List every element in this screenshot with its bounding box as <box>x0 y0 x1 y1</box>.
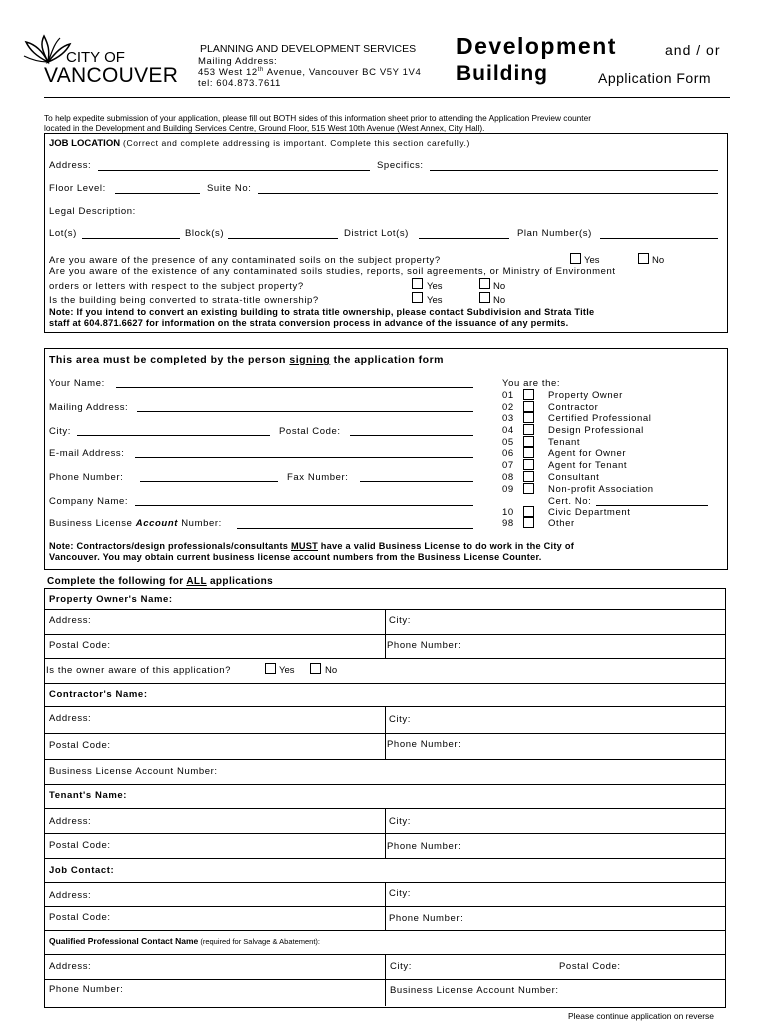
contractor-note-2: Vancouver. You may obtain current business license account numbers from the Business License Counter. <box>49 552 542 562</box>
logo-vancouver: VANCOUVER <box>44 64 179 87</box>
company-field[interactable] <box>135 505 473 506</box>
q2-no-label: No <box>493 281 506 292</box>
intro-line2: located in the Development and Building Services Centre, Ground Floor, 515 West 10th Avenue (West Annex, City Hall). <box>44 123 485 133</box>
header-rule <box>44 97 730 98</box>
q1-no-checkbox[interactable] <box>638 253 649 264</box>
blocks-field[interactable] <box>228 238 338 239</box>
lots-label: Lot(s) <box>49 228 77 239</box>
owner-city-label[interactable]: City: <box>389 615 411 626</box>
owner-aware-no-checkbox[interactable] <box>310 663 321 674</box>
floor-level-field[interactable] <box>115 193 200 194</box>
role-checkbox[interactable] <box>523 424 534 435</box>
role-code: 09 <box>502 484 514 495</box>
role-label: Agent for Tenant <box>548 460 628 471</box>
lots-field[interactable] <box>82 238 180 239</box>
owner-phone-label[interactable]: Phone Number: <box>387 640 462 651</box>
your-name-label: Your Name: <box>49 378 105 389</box>
suite-no-field[interactable] <box>258 193 718 194</box>
job-contact-postal-label[interactable]: Postal Code: <box>49 912 111 923</box>
business-license-field[interactable] <box>237 528 473 529</box>
mailing-address-field[interactable] <box>137 411 473 412</box>
role-code: 01 <box>502 390 514 401</box>
row-rule <box>44 683 726 684</box>
role-code: 03 <box>502 413 514 424</box>
role-checkbox[interactable] <box>523 401 534 412</box>
q3-no-label: No <box>493 295 506 306</box>
contaminated-soils-question: Are you aware of the presence of any contaminated soils on the subject property? <box>49 255 441 266</box>
signer-box <box>44 348 728 570</box>
soil-studies-question-1: Are you aware of the existence of any contaminated soils studies, reports, soil agreements, or Ministry of Environment <box>49 266 616 277</box>
job-contact-address-label[interactable]: Address: <box>49 890 92 901</box>
contractor-name-label[interactable]: Contractor's Name: <box>49 689 148 700</box>
role-code: 98 <box>502 518 514 529</box>
city-field[interactable] <box>77 435 270 436</box>
signer-heading: This area must be completed by the person signing the application form <box>49 354 444 366</box>
q2-yes-checkbox[interactable] <box>412 278 423 289</box>
fax-label: Fax Number: <box>287 472 349 483</box>
qp-contact-label[interactable]: Qualified Professional Contact Name (required for Salvage & Abatement): <box>49 936 320 946</box>
contractor-phone-label[interactable]: Phone Number: <box>387 739 462 750</box>
role-checkbox[interactable] <box>523 412 534 423</box>
role-code: 07 <box>502 460 514 471</box>
role-checkbox[interactable] <box>523 447 534 458</box>
col-rule <box>385 808 386 858</box>
role-label: Certified Professional <box>548 413 652 424</box>
telephone: tel: 604.873.7611 <box>198 78 281 89</box>
role-label: Non-profit Association <box>548 484 654 495</box>
strata-note-2: staff at 604.871.6627 for information on the strata conversion process in advance of the issuance of any permits. <box>49 318 569 328</box>
job-contact-label[interactable]: Job Contact: <box>49 865 115 876</box>
all-apps-heading: Complete the following for ALL applications <box>47 576 274 587</box>
owner-aware-yes-checkbox[interactable] <box>265 663 276 674</box>
q3-no-checkbox[interactable] <box>479 292 490 303</box>
role-checkbox[interactable] <box>523 436 534 447</box>
address-field[interactable] <box>98 170 370 171</box>
logo-city-of: CITY OF <box>66 49 125 66</box>
you-are-label: You are the: <box>502 378 561 389</box>
city-label: City: <box>49 426 71 437</box>
strata-question: Is the building being converted to strata-title ownership? <box>49 295 319 306</box>
soil-studies-question-2: orders or letters with respect to the subject property? <box>49 281 304 292</box>
role-checkbox[interactable] <box>523 483 534 494</box>
role-label: Other <box>548 518 575 529</box>
email-label: E-mail Address: <box>49 448 125 459</box>
owner-name-label[interactable]: Property Owner's Name: <box>49 594 173 605</box>
dept-name: PLANNING AND DEVELOPMENT SERVICES <box>200 43 417 55</box>
col-rule <box>385 954 386 1006</box>
role-checkbox[interactable] <box>523 389 534 400</box>
tenant-city-label[interactable]: City: <box>389 816 411 827</box>
specifics-field[interactable] <box>430 170 718 171</box>
role-code: 02 <box>502 402 514 413</box>
owner-aware-question: Is the owner aware of this application? <box>46 665 231 676</box>
qp-phone-label[interactable]: Phone Number: <box>49 984 124 995</box>
row-rule <box>44 930 726 931</box>
job-location-heading: JOB LOCATION (Correct and complete addressing is important. Complete this section carefully.) <box>49 138 470 149</box>
col-rule <box>385 609 386 658</box>
role-label: Contractor <box>548 402 599 413</box>
role-code: 04 <box>502 425 514 436</box>
business-license-label: Business License Account Number: <box>49 518 222 529</box>
title-and-or: and / or <box>665 42 721 58</box>
floor-level-label: Floor Level: <box>49 183 106 194</box>
qp-bl-label[interactable]: Business License Account Number: <box>390 985 559 996</box>
mailing-address-label: Mailing Address: <box>49 402 129 413</box>
job-contact-city-label[interactable]: City: <box>389 888 411 899</box>
intro-line1: To help expedite submission of your application, please fill out BOTH sides of this information sheet prior to attending the Application Preview counter <box>44 113 591 123</box>
qp-city-label[interactable]: City: <box>390 961 412 972</box>
role-label: Property Owner <box>548 390 623 401</box>
role-code: 08 <box>502 472 514 483</box>
role-label: Tenant <box>548 437 581 448</box>
title-application-form: Application Form <box>598 70 712 86</box>
email-field[interactable] <box>135 457 473 458</box>
your-name-field[interactable] <box>116 387 473 388</box>
owner-address-label[interactable]: Address: <box>49 615 92 626</box>
footer-continue: Please continue application on reverse <box>568 1011 715 1021</box>
q3-yes-checkbox[interactable] <box>412 292 423 303</box>
contractor-city-label[interactable]: City: <box>389 714 411 725</box>
contractor-postal-label[interactable]: Postal Code: <box>49 740 111 751</box>
role-label: Agent for Owner <box>548 448 627 459</box>
mailing-address: 453 West 12th Avenue, Vancouver BC V5Y 1V4 <box>198 67 422 79</box>
role-code: 06 <box>502 448 514 459</box>
role-checkbox[interactable] <box>523 471 534 482</box>
role-checkbox[interactable] <box>523 459 534 470</box>
postal-code-field[interactable] <box>350 435 473 436</box>
contractor-address-label[interactable]: Address: <box>49 713 92 724</box>
postal-code-label: Postal Code: <box>279 426 341 437</box>
suite-no-label: Suite No: <box>207 183 252 194</box>
phone-field[interactable] <box>140 481 278 482</box>
col-rule <box>385 706 386 759</box>
district-lots-field[interactable] <box>419 238 509 239</box>
strata-note-1: Note: If you intend to convert an existing building to strata title ownership, please contact Subdivision and Strata Title <box>49 307 595 317</box>
tenant-address-label[interactable]: Address: <box>49 816 92 827</box>
col-rule <box>385 882 386 930</box>
q2-yes-label: Yes <box>427 281 443 292</box>
qp-postal-label[interactable]: Postal Code: <box>559 961 621 972</box>
company-label: Company Name: <box>49 496 129 507</box>
legal-description-label: Legal Description: <box>49 206 136 217</box>
q2-no-checkbox[interactable] <box>479 278 490 289</box>
role-label: Design Professional <box>548 425 644 436</box>
row-rule <box>44 784 726 785</box>
cert-no-label: Cert. No: <box>548 496 592 507</box>
tenant-phone-label[interactable]: Phone Number: <box>387 841 462 852</box>
owner-postal-label[interactable]: Postal Code: <box>49 640 111 651</box>
tenant-name-label[interactable]: Tenant's Name: <box>49 790 128 801</box>
role-checkbox[interactable] <box>523 517 534 528</box>
row-rule <box>44 658 726 659</box>
q3-yes-label: Yes <box>427 295 443 306</box>
specifics-label: Specifics: <box>377 160 424 171</box>
contractor-bl-label[interactable]: Business License Account Number: <box>49 766 218 777</box>
job-contact-phone-label[interactable]: Phone Number: <box>389 913 464 924</box>
owner-aware-no-label: No <box>325 665 338 676</box>
q1-yes-label: Yes <box>584 255 600 266</box>
mailing-label: Mailing Address: <box>198 56 278 67</box>
row-rule <box>44 759 726 760</box>
role-code: 10 <box>502 507 514 518</box>
fax-field[interactable] <box>360 481 473 482</box>
row-rule <box>44 858 726 859</box>
qp-address-label[interactable]: Address: <box>49 961 92 972</box>
phone-label: Phone Number: <box>49 472 124 483</box>
district-lots-label: District Lot(s) <box>344 228 409 239</box>
role-checkbox[interactable] <box>523 506 534 517</box>
q1-no-label: No <box>652 255 665 266</box>
role-label: Consultant <box>548 472 600 483</box>
cert-no-field[interactable] <box>596 505 708 506</box>
plan-numbers-label: Plan Number(s) <box>517 228 592 239</box>
owner-aware-yes-label: Yes <box>279 665 295 676</box>
plan-numbers-field[interactable] <box>600 238 718 239</box>
tenant-postal-label[interactable]: Postal Code: <box>49 840 111 851</box>
title-development: Development <box>456 33 617 59</box>
blocks-label: Block(s) <box>185 228 225 239</box>
role-label: Civic Department <box>548 507 631 518</box>
contractor-note-1: Note: Contractors/design professionals/consultants MUST have a valid Business License to do work in the City of <box>49 541 574 551</box>
address-label: Address: <box>49 160 92 171</box>
title-building: Building <box>456 62 548 85</box>
role-code: 05 <box>502 437 514 448</box>
q1-yes-checkbox[interactable] <box>570 253 581 264</box>
